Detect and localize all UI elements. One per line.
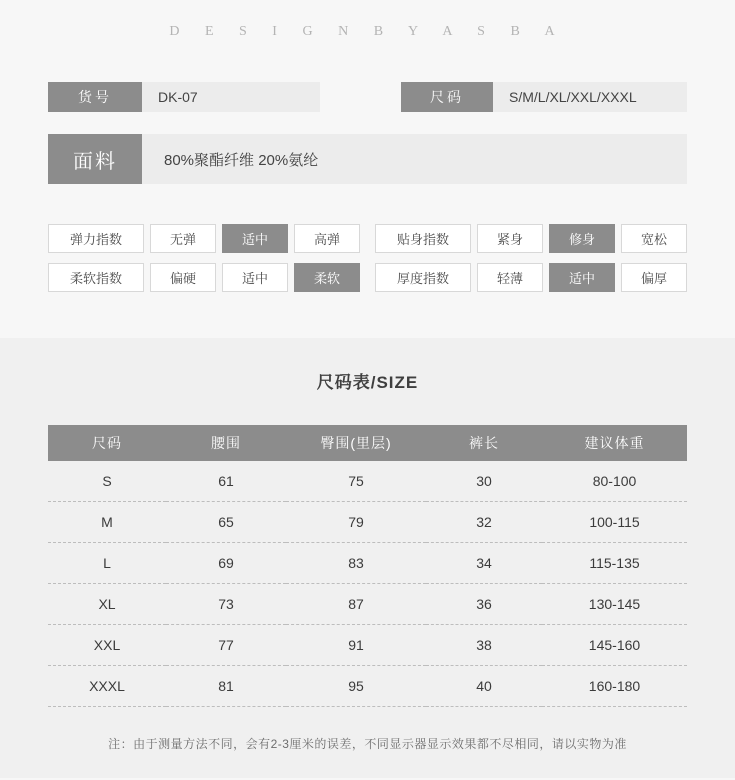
size-table-header-row — [48, 425, 687, 461]
measurement-note: 注：由于测量方法不同，会有2-3厘米的误差，不同显示器显示效果都不尽相同，请以实物为准 — [108, 737, 627, 751]
cell-length: 36 — [426, 584, 542, 625]
brand-header: D E S I G N B Y A S B A — [169, 24, 566, 39]
cell-size: XXXL — [48, 666, 166, 707]
cell-weight: 130-145 — [542, 584, 687, 625]
table-row — [48, 666, 687, 707]
table-row — [48, 543, 687, 584]
elasticity-option-3[interactable]: 高弹 — [294, 224, 360, 253]
size-value: S/M/L/XL/XXL/XXXL — [493, 82, 687, 112]
cell-waist: 81 — [166, 666, 286, 707]
cell-waist: 77 — [166, 625, 286, 666]
cell-weight: 80-100 — [542, 461, 687, 502]
cell-length: 38 — [426, 625, 542, 666]
cell-waist: 65 — [166, 502, 286, 543]
cell-waist: 61 — [166, 461, 286, 502]
elasticity-label: 弹力指数 — [48, 224, 144, 253]
cell-size: M — [48, 502, 166, 543]
fit-option-3[interactable]: 宽松 — [621, 224, 687, 253]
thickness-label: 厚度指数 — [375, 263, 471, 292]
softness-option-3[interactable]: 柔软 — [294, 263, 360, 292]
column-header-length: 裤长 — [426, 425, 542, 461]
fit-option-1[interactable]: 紧身 — [477, 224, 543, 253]
cell-weight: 115-135 — [542, 543, 687, 584]
cell-hip: 83 — [286, 543, 426, 584]
size-chart-title: 尺码表/SIZE — [316, 373, 419, 392]
size-table — [48, 425, 687, 707]
cell-size: S — [48, 461, 166, 502]
cell-hip: 95 — [286, 666, 426, 707]
fit-label: 贴身指数 — [375, 224, 471, 253]
index-row-elasticity — [48, 224, 360, 253]
column-header-waist: 腰围 — [166, 425, 286, 461]
size-chart-section — [0, 338, 735, 778]
cell-hip: 75 — [286, 461, 426, 502]
cell-hip: 91 — [286, 625, 426, 666]
cell-hip: 87 — [286, 584, 426, 625]
column-header-hip: 臀围(里层) — [286, 425, 426, 461]
index-row-thickness — [375, 263, 687, 292]
row-spacer — [320, 82, 401, 112]
cell-waist: 69 — [166, 543, 286, 584]
column-header-size: 尺码 — [48, 425, 166, 461]
softness-label: 柔软指数 — [48, 263, 144, 292]
info-row-code-size — [48, 82, 687, 112]
cell-waist: 73 — [166, 584, 286, 625]
cell-length: 30 — [426, 461, 542, 502]
elasticity-option-1[interactable]: 无弹 — [150, 224, 216, 253]
cell-size: XL — [48, 584, 166, 625]
index-row-softness — [48, 263, 360, 292]
cell-weight: 100-115 — [542, 502, 687, 543]
cell-size: L — [48, 543, 166, 584]
cell-size: XXL — [48, 625, 166, 666]
thickness-option-2[interactable]: 适中 — [549, 263, 615, 292]
table-row — [48, 625, 687, 666]
size-label: 尺码 — [401, 82, 493, 112]
cell-length: 40 — [426, 666, 542, 707]
cell-length: 32 — [426, 502, 542, 543]
index-column-left — [48, 224, 360, 292]
fabric-value: 80%聚酯纤维 20%氨纶 — [142, 134, 687, 184]
cell-length: 34 — [426, 543, 542, 584]
index-row-fit — [375, 224, 687, 253]
info-row-fabric — [48, 134, 687, 184]
index-column-right — [375, 224, 687, 292]
product-info-block — [48, 82, 687, 184]
code-label: 货号 — [48, 82, 142, 112]
thickness-option-3[interactable]: 偏厚 — [621, 263, 687, 292]
table-row — [48, 584, 687, 625]
column-header-weight: 建议体重 — [542, 425, 687, 461]
index-area — [48, 224, 687, 292]
softness-option-1[interactable]: 偏硬 — [150, 263, 216, 292]
cell-weight: 160-180 — [542, 666, 687, 707]
cell-weight: 145-160 — [542, 625, 687, 666]
cell-hip: 79 — [286, 502, 426, 543]
code-value: DK-07 — [142, 82, 320, 112]
fit-option-2[interactable]: 修身 — [549, 224, 615, 253]
table-row — [48, 461, 687, 502]
table-row — [48, 502, 687, 543]
fabric-label: 面料 — [48, 134, 142, 184]
thickness-option-1[interactable]: 轻薄 — [477, 263, 543, 292]
softness-option-2[interactable]: 适中 — [222, 263, 288, 292]
elasticity-option-2[interactable]: 适中 — [222, 224, 288, 253]
